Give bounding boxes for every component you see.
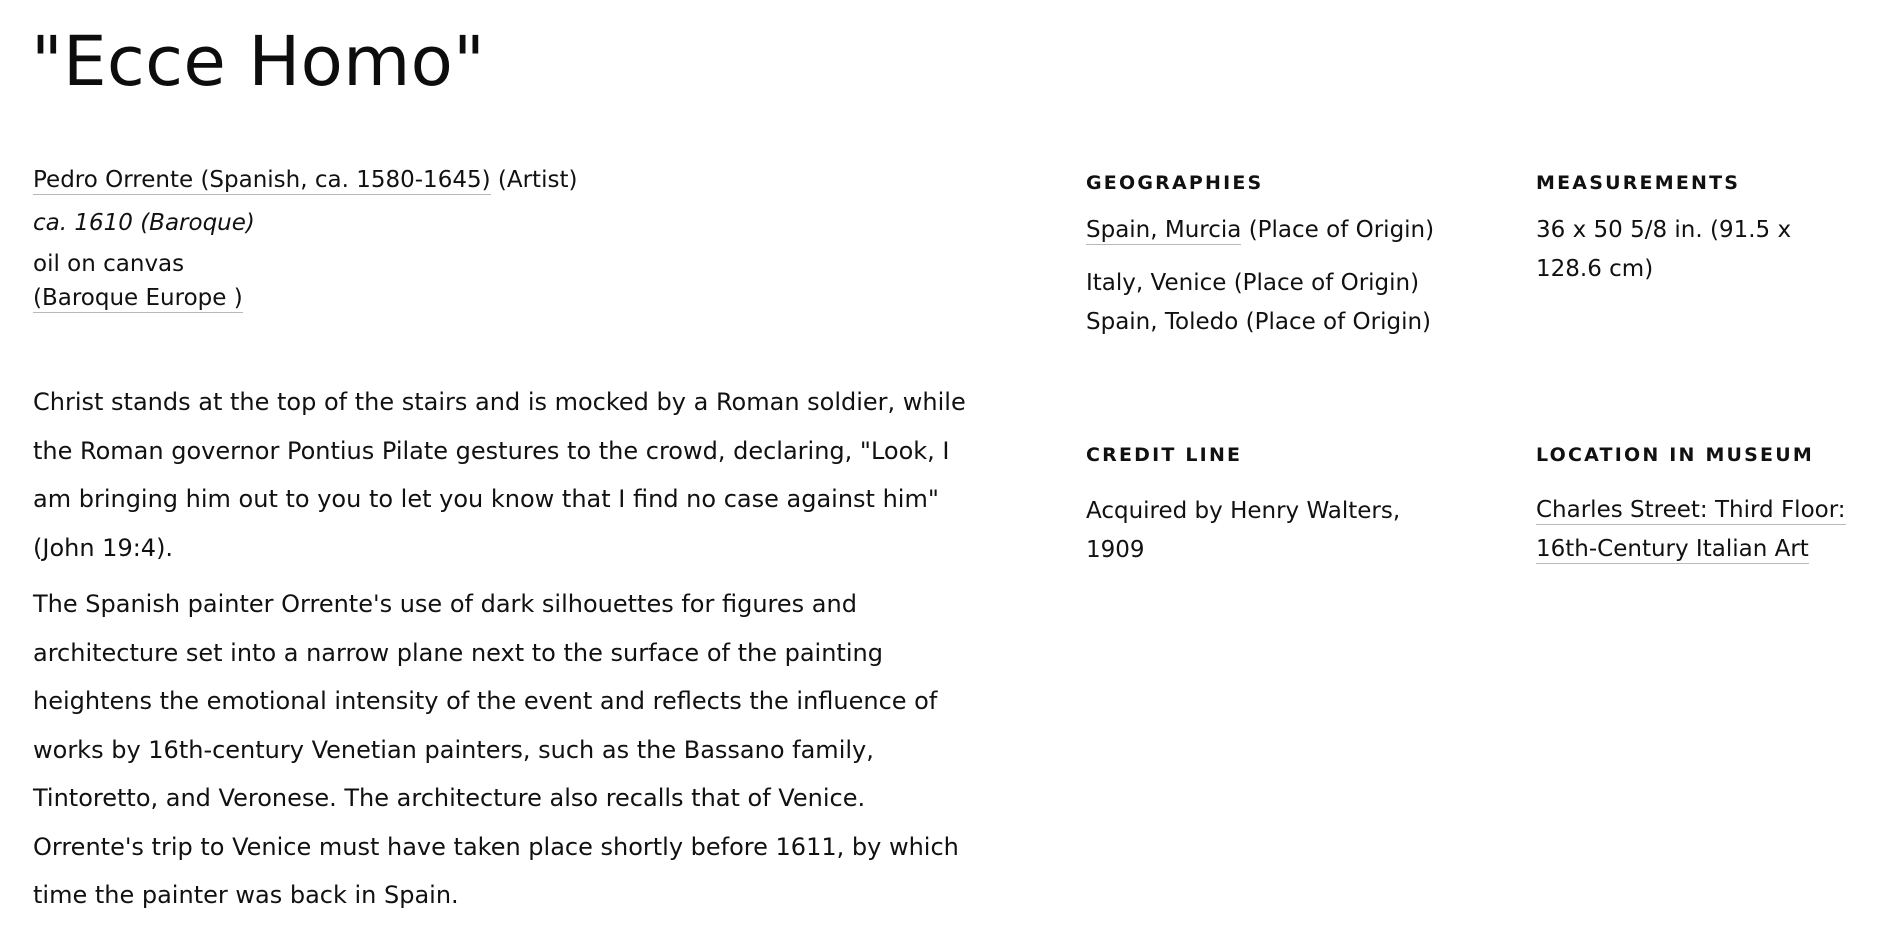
collection-link[interactable]: (Baroque Europe ) (33, 285, 243, 311)
artwork-medium: oil on canvas (33, 251, 185, 277)
artwork-tombstone (33, 163, 983, 315)
description-paragraph: The Spanish painter Orrente's use of dark silhouettes for figures and architecture set into a narrow plane next to the surface of the painting heightens the emotional intensity of the event and reflects the influence of works by 16th-century Venetian painters, such as the Bassano family, Tintoretto, and Veronese. The architecture also recalls that of Venice. Orrente's trip to Venice must have taken place shortly before 1611, by which time the painter was back in Spain. (33, 590, 959, 909)
location-link-floor[interactable]: Charles Street: Third Floor: (1536, 497, 1846, 523)
location-section (1536, 442, 1876, 569)
artwork-title: "Ecce Homo" (31, 22, 486, 102)
artist-link[interactable]: Pedro Orrente (Spanish, ca. 1580-1645) (33, 167, 491, 193)
geography-item: Italy, Venice (Place of Origin) (1086, 270, 1420, 296)
geography-item (1086, 211, 1486, 250)
artist-line (33, 163, 983, 197)
location-label: LOCATION IN MUSEUM (1536, 444, 1814, 466)
artwork-description (33, 378, 983, 928)
measurements-label: MEASUREMENTS (1536, 172, 1741, 194)
geographies-label: GEOGRAPHIES (1086, 172, 1264, 194)
credit-line-label: CREDIT LINE (1086, 444, 1243, 466)
geographies-list (1086, 211, 1486, 342)
measurements-value: 36 x 50 5/8 in. (91.5 x 128.6 cm) (1536, 217, 1792, 282)
geography-role: (Place of Origin) (1241, 217, 1435, 243)
collection-line (33, 281, 983, 315)
measurements-section (1536, 170, 1876, 289)
geography-item: Spain, Toledo (Place of Origin) (1086, 309, 1432, 335)
artwork-date: ca. 1610 (Baroque) (33, 210, 255, 236)
credit-line-value: Acquired by Henry Walters, 1909 (1086, 498, 1401, 563)
location-link-gallery[interactable]: 16th-Century Italian Art (1536, 536, 1809, 562)
geographies-section (1086, 170, 1486, 342)
location-value (1536, 491, 1876, 569)
artist-role: (Artist) (490, 167, 578, 193)
credit-line-section (1086, 442, 1486, 570)
description-paragraph: Christ stands at the top of the stairs and is mocked by a Roman soldier, while the Roman governor Pontius Pilate gestures to the crowd, declaring, "Look, I am bringing him out to you to let you know that I find no case against him" (John 19:4). (33, 388, 966, 562)
geography-link-murcia[interactable]: Spain, Murcia (1086, 217, 1242, 243)
